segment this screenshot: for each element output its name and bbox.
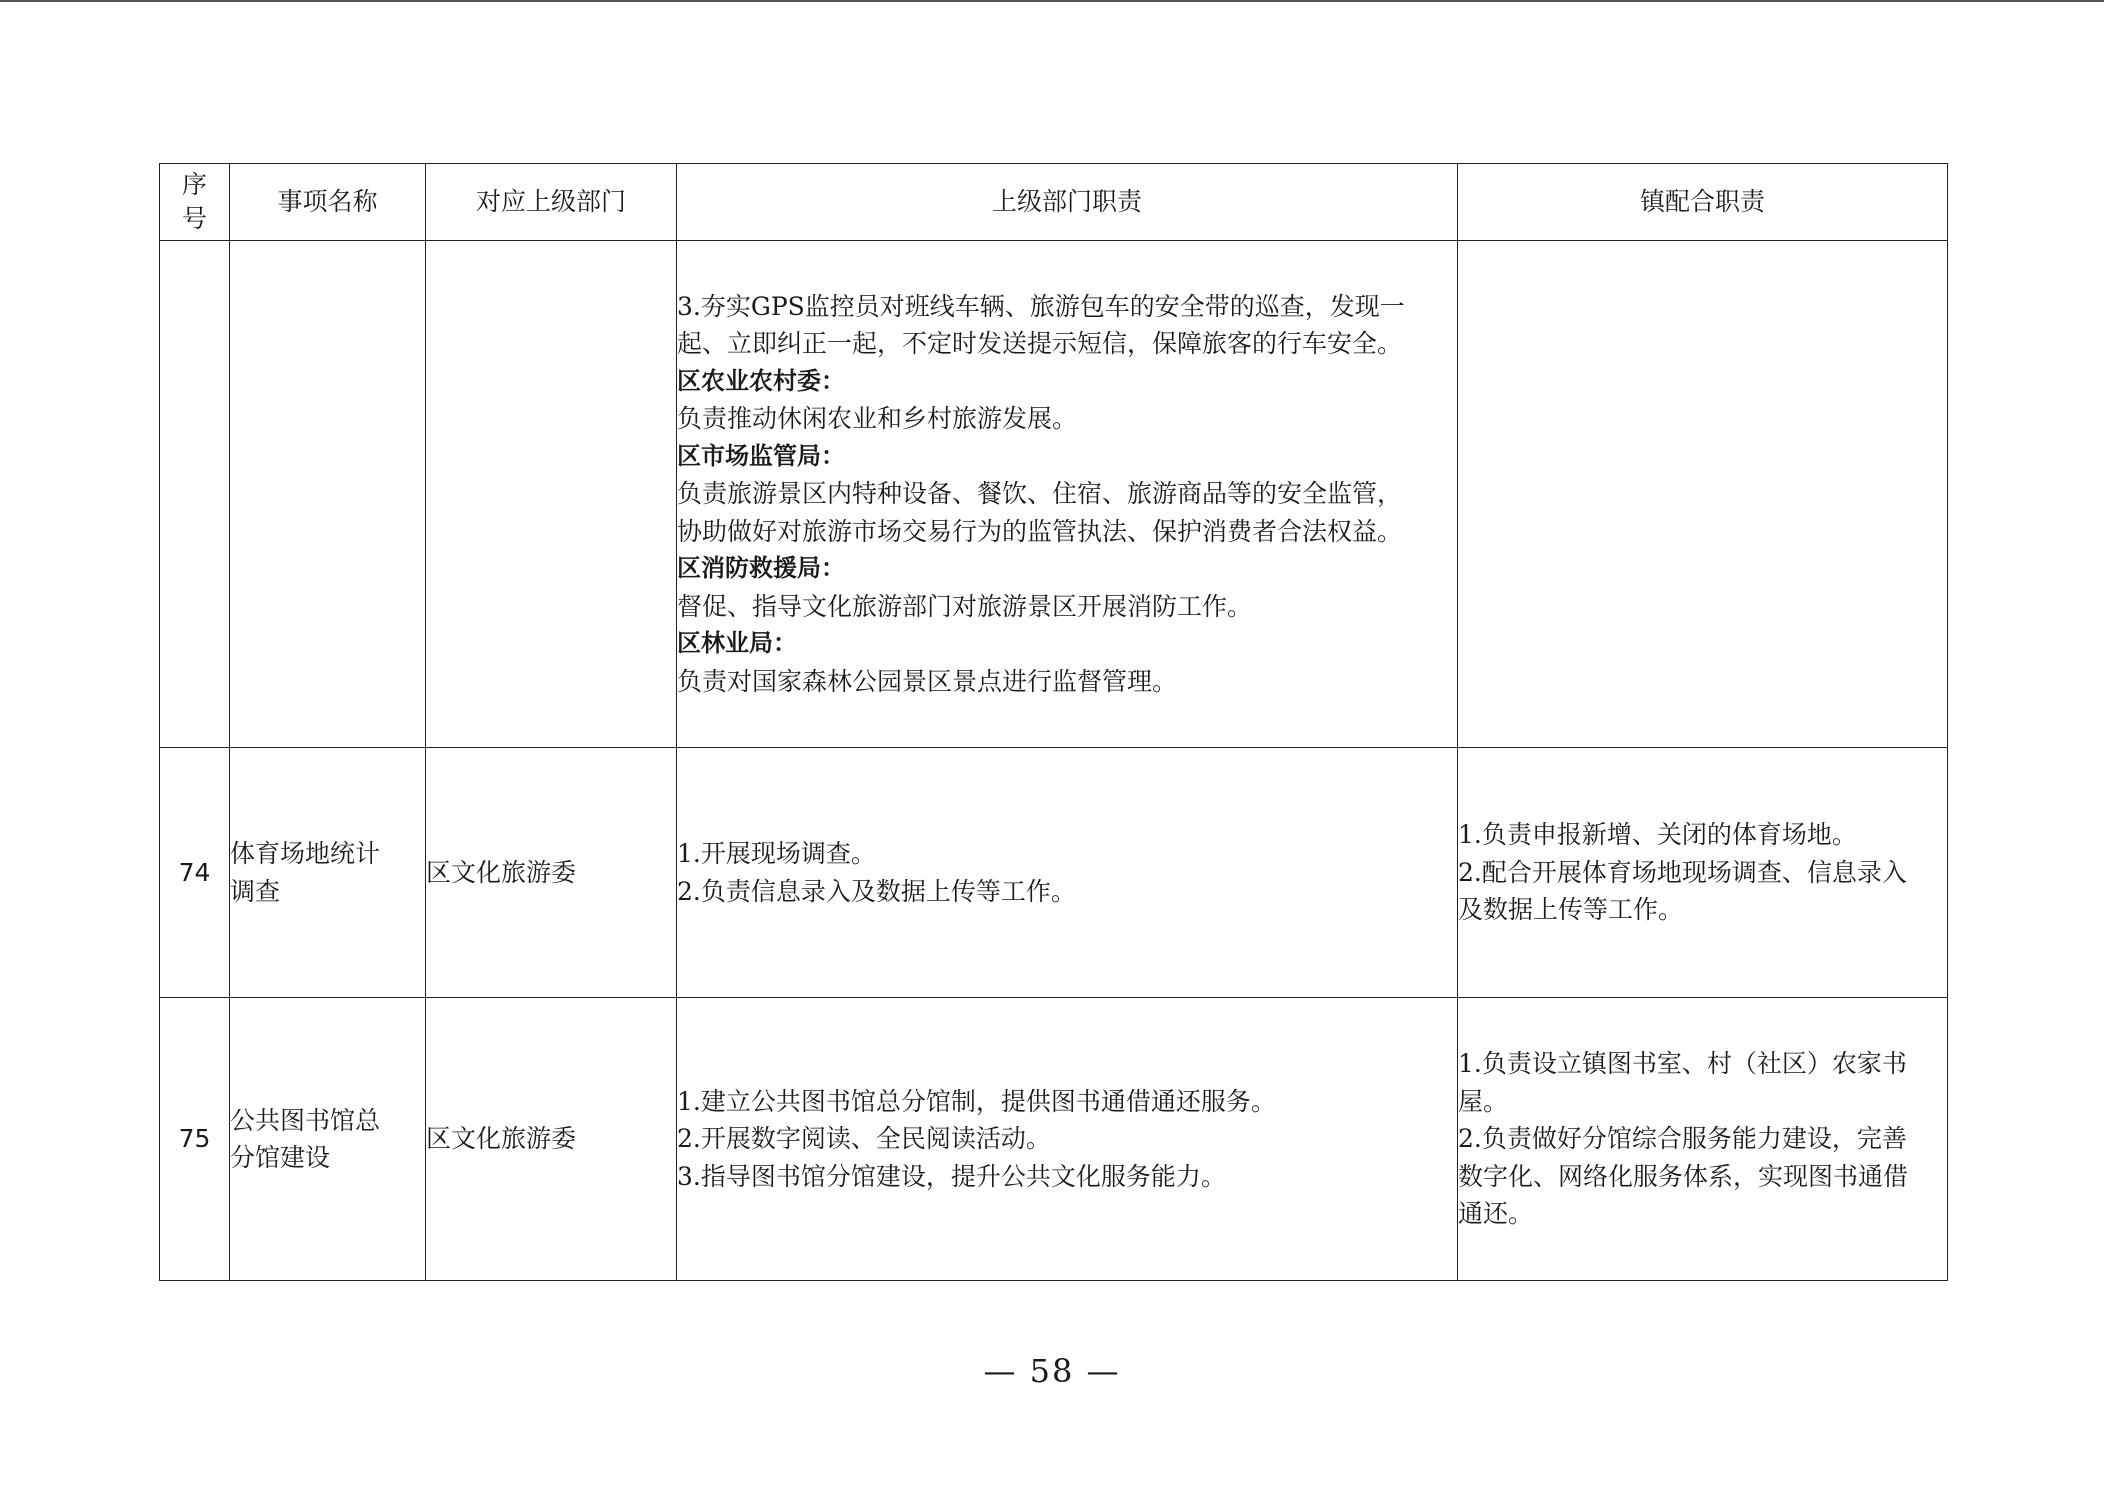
town-duty-line: 2.配合开展体育场地现场调查、信息录入 bbox=[1458, 857, 1907, 887]
page-number: — 58 — bbox=[983, 1352, 1121, 1390]
cell-item-name bbox=[230, 998, 426, 1281]
item-name-line: 体育场地统计 bbox=[230, 839, 381, 868]
department-heading: 区消防救援局： bbox=[677, 554, 845, 583]
duty-line: 3.指导图书馆分馆建设，提升公共文化服务能力。 bbox=[677, 1161, 1226, 1191]
header-upper-department: 对应上级部门 bbox=[426, 164, 677, 241]
duty-line: 负责推动休闲农业和乡村旅游发展。 bbox=[677, 404, 1078, 434]
table-row-continuation bbox=[160, 241, 1948, 748]
cell-upper-department: 区文化旅游委 bbox=[426, 748, 677, 998]
item-name-line: 分馆建设 bbox=[230, 1143, 331, 1172]
item-name-line: 调查 bbox=[230, 876, 281, 906]
duty-line: 负责对国家森林公园景区景点进行监督管理。 bbox=[677, 666, 1178, 696]
cell-town-duties bbox=[1458, 748, 1948, 998]
town-duty-line: 1.负责设立镇图书室、村（社区）农家书 bbox=[1458, 1049, 1907, 1079]
cell-upper-department bbox=[426, 241, 677, 748]
cell-serial-number: 74 bbox=[160, 748, 230, 998]
town-duty-line: 屋。 bbox=[1458, 1086, 1509, 1116]
town-duty-line: 2.负责做好分馆综合服务能力建设，完善 bbox=[1458, 1124, 1907, 1154]
duty-line: 起、立即纠正一起，不定时发送提示短信，保障旅客的行车安全。 bbox=[677, 329, 1403, 359]
header-upper-duties: 上级部门职责 bbox=[677, 164, 1458, 241]
cell-town-duties bbox=[1458, 241, 1948, 748]
cell-upper-duties bbox=[677, 998, 1458, 1281]
department-heading: 区农业农村委： bbox=[677, 366, 845, 395]
table-header-row bbox=[160, 164, 1948, 241]
cell-upper-duties bbox=[677, 241, 1458, 748]
cell-item-name bbox=[230, 748, 426, 998]
duty-line: 负责旅游景区内特种设备、餐饮、住宿、旅游商品等的安全监管， bbox=[677, 479, 1403, 509]
item-name-line: 公共图书馆总 bbox=[230, 1105, 381, 1135]
table-row-74 bbox=[160, 748, 1948, 998]
cell-town-duties bbox=[1458, 998, 1948, 1281]
header-item-name: 事项名称 bbox=[230, 164, 426, 241]
cell-upper-duties bbox=[677, 748, 1458, 998]
header-town-duties: 镇配合职责 bbox=[1458, 164, 1948, 241]
department-heading: 区市场监管局： bbox=[677, 441, 845, 470]
table-row-75 bbox=[160, 998, 1948, 1281]
duty-line: 3.夯实GPS监控员对班线车辆、旅游包车的安全带的巡查，发现一 bbox=[677, 291, 1405, 321]
cell-serial-number: 75 bbox=[160, 998, 230, 1281]
duties-table bbox=[159, 163, 1948, 1281]
duty-line: 1.开展现场调查。 bbox=[677, 839, 876, 868]
duty-line: 督促、指导文化旅游部门对旅游景区开展消防工作。 bbox=[677, 591, 1253, 621]
duty-line: 2.开展数字阅读、全民阅读活动。 bbox=[677, 1124, 1051, 1154]
header-serial-line-1: 序 bbox=[181, 170, 207, 199]
town-duty-line: 及数据上传等工作。 bbox=[1458, 895, 1684, 925]
header-serial-line-2: 号 bbox=[181, 204, 207, 233]
duty-line: 2.负责信息录入及数据上传等工作。 bbox=[677, 876, 1076, 906]
duty-line: 1.建立公共图书馆总分馆制，提供图书通借通还服务。 bbox=[677, 1086, 1276, 1116]
department-heading: 区林业局： bbox=[677, 629, 797, 658]
town-duty-line: 1.负责申报新增、关闭的体育场地。 bbox=[1458, 820, 1857, 850]
cell-serial-number bbox=[160, 241, 230, 748]
cell-upper-department: 区文化旅游委 bbox=[426, 998, 677, 1281]
town-duty-line: 数字化、网络化服务体系，实现图书通借 bbox=[1458, 1161, 1909, 1191]
header-serial-number bbox=[160, 164, 230, 241]
duty-line: 协助做好对旅游市场交易行为的监管执法、保护消费者合法权益。 bbox=[677, 516, 1403, 546]
cell-item-name bbox=[230, 241, 426, 748]
town-duty-line: 通还。 bbox=[1458, 1199, 1534, 1229]
top-border-rule bbox=[0, 0, 2104, 2]
